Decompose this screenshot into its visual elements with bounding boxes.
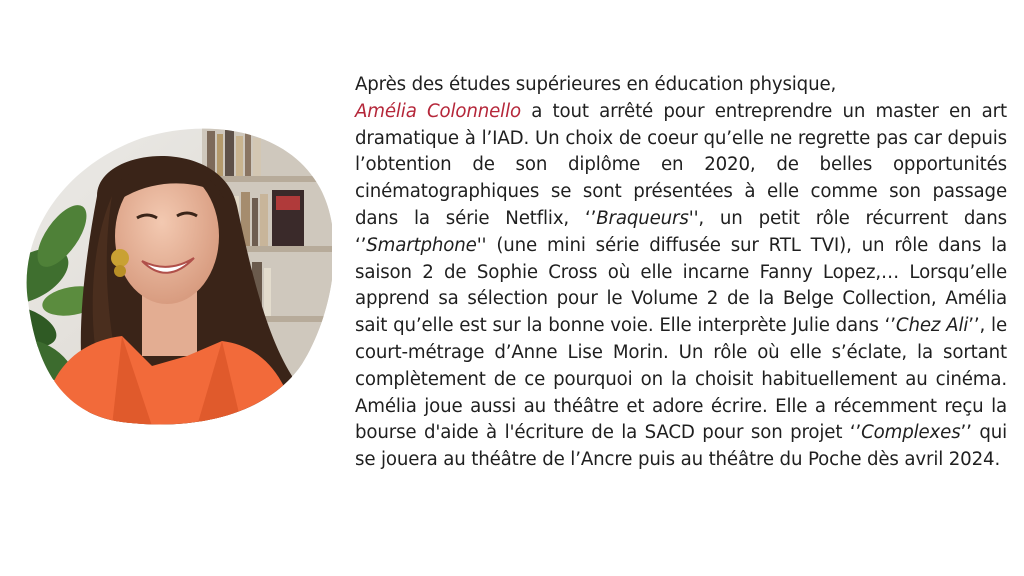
bio-text-3: '' (une mini série diffusée sur RTL TVI), un rôle dans la saison 2 de Sophie Cross où elle incarne Fanny Lopez,… Lorsqu’elle apprend sa sélection pour le Volume 2 de la Belge Collection, Amélia sait qu’elle est sur la bonne voie. Elle interprète Julie dans ‘’	[355, 234, 1007, 337]
bio-text-5: ’’ qui se jouera au théâtre de l’Ancre puis au théâtre du Poche dès avril 2024.	[355, 422, 1007, 471]
title-braqueurs: Braqueurs	[596, 207, 689, 229]
title-chez-ali: Chez Ali	[895, 315, 969, 337]
bio-text-4: ’’, le court-métrage d’Anne Lise Morin. Un rôle où elle s’éclate, la sortant complètement de ce pourquoi on la choisit habituellement au cinéma. Amélia joue aussi au théâtre et adore écrire. Elle a récemment reçu la bourse d'aide à l'écriture de la SACD pour son projet ‘’	[355, 315, 1007, 444]
portrait-illustration	[2, 126, 332, 426]
portrait-photo	[2, 126, 332, 426]
biography-text	[355, 72, 1007, 474]
bio-paragraph	[355, 99, 1007, 474]
title-complexes: Complexes	[861, 422, 961, 444]
bio-text-2: '', un petit rôle récurrent dans ‘’	[355, 207, 1007, 256]
actress-name: Amélia Colonnello	[355, 100, 521, 122]
bio-text-1: a tout arrêté pour entreprendre un master en art dramatique à l’IAD. Un choix de coeur qu’elle ne regrette pas car depuis l’obtention de son diplôme en 2020, de belles opportunités cinématographiques se sont présentées à elle comme son passage dans la série Netflix, ‘’	[355, 100, 1007, 229]
bio-first-line: Après des études supérieures en éducation physique,	[355, 74, 837, 95]
title-smartphone: Smartphone	[366, 234, 477, 256]
